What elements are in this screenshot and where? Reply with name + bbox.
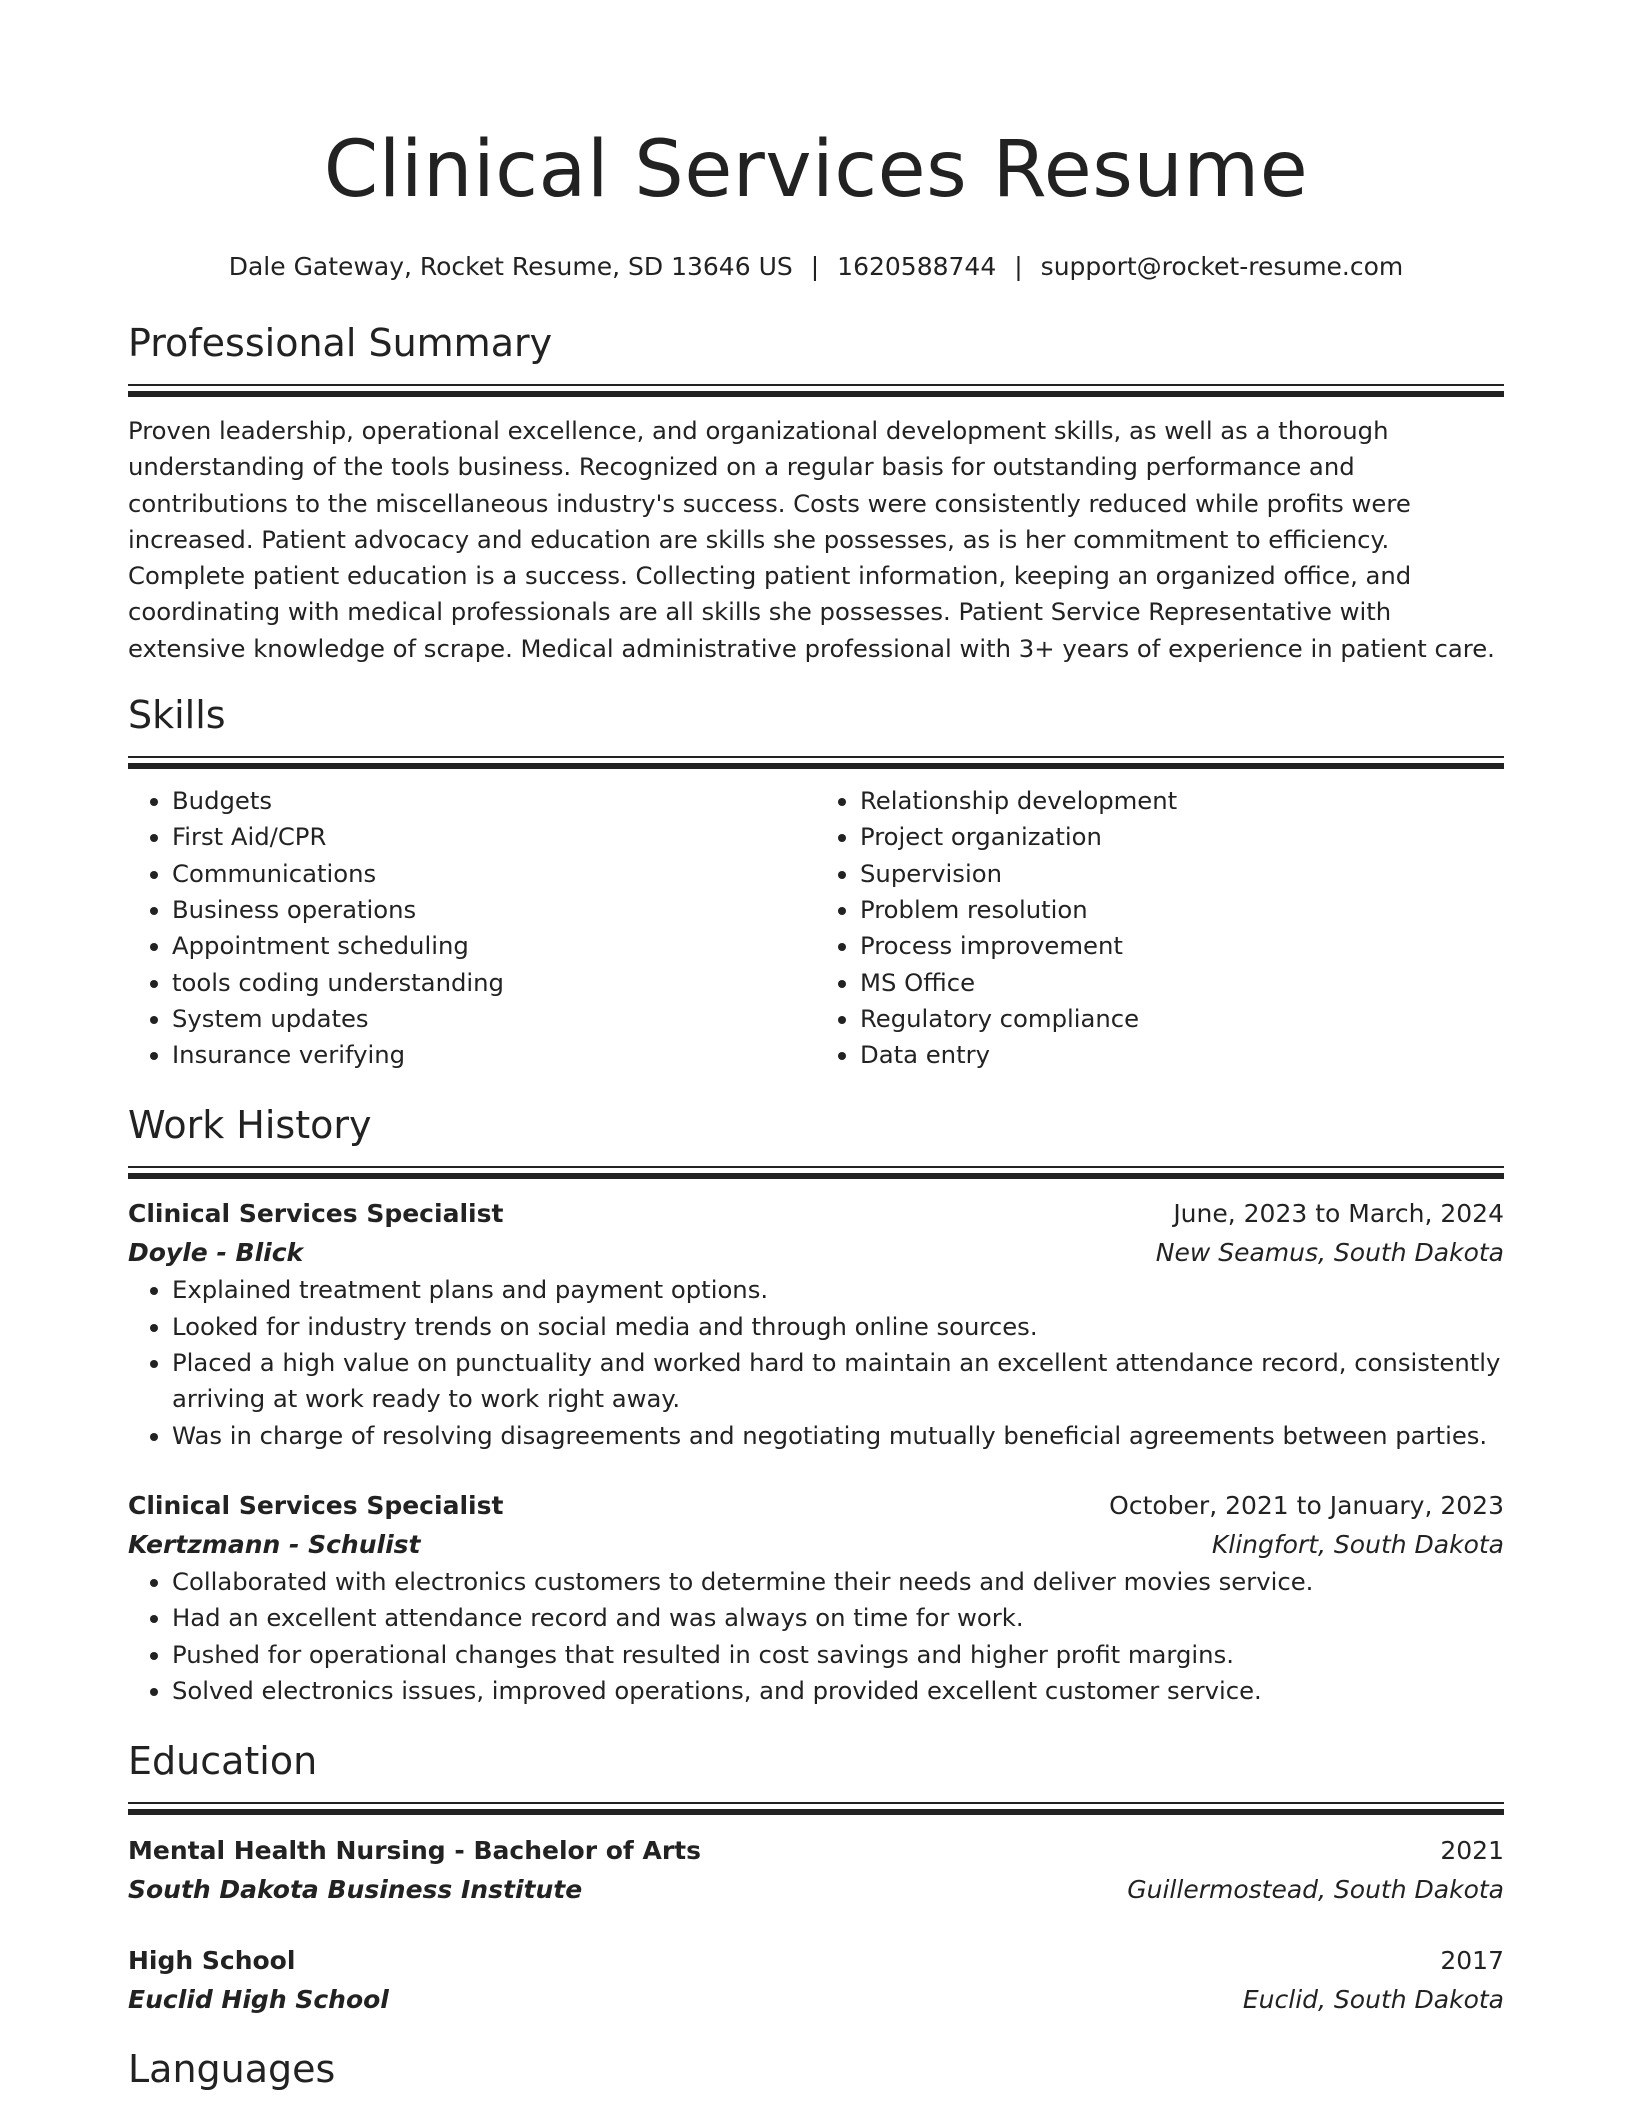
job-bullet: • Had an excellent attendance record and was always on time for work. <box>172 1600 1504 1636</box>
job-title: Clinical Services Specialist <box>128 1490 504 1520</box>
contact-email: support@rocket-resume.com <box>1040 252 1404 281</box>
section-divider <box>128 1802 1504 1815</box>
education-degree: High School <box>128 1946 296 1976</box>
job-dates: June, 2023 to March, 2024 <box>1173 1199 1504 1229</box>
job-title: Clinical Services Specialist <box>128 1199 504 1229</box>
job-company: Kertzmann - Schulist <box>128 1529 421 1559</box>
job-entry <box>128 1194 1504 1453</box>
education-degree: Mental Health Nursing - Bachelor of Arts <box>128 1836 702 1866</box>
skill-item: • Regulatory compliance <box>860 1001 1504 1037</box>
job-bullet: • Explained treatment plans and payment options. <box>172 1272 1504 1308</box>
contact-line <box>128 250 1504 284</box>
skills-section <box>128 691 1504 1073</box>
skill-item: • First Aid/CPR <box>172 819 816 855</box>
job-company: Doyle - Blick <box>128 1238 304 1268</box>
section-heading-skills: Skills <box>128 693 226 738</box>
education-school: South Dakota Business Institute <box>128 1875 583 1905</box>
work-history-section <box>128 1101 1504 1709</box>
skill-item: • Process improvement <box>860 928 1504 964</box>
skill-item: • Data entry <box>860 1037 1504 1073</box>
skill-item: • Business operations <box>172 892 816 928</box>
section-heading-summary: Professional Summary <box>128 321 553 365</box>
job-bullets <box>128 1272 1504 1453</box>
job-bullets <box>128 1564 1504 1709</box>
job-bullet: • Placed a high value on punctuality and worked hard to maintain an excellent attendance record, consistently arriving at work ready to work right away. <box>172 1345 1504 1418</box>
section-heading-education: Education <box>128 1739 318 1784</box>
education-section <box>128 1737 1504 2019</box>
job-location: Klingfort, South Dakota <box>1211 1529 1504 1559</box>
education-location: Euclid, South Dakota <box>1242 1985 1504 2015</box>
skill-item: • Appointment scheduling <box>172 928 816 964</box>
education-school: Euclid High School <box>128 1985 389 2015</box>
resume-title: Clinical Services Resume <box>323 125 1309 215</box>
job-dates: October, 2021 to January, 2023 <box>1109 1490 1504 1520</box>
skills-list-left <box>128 783 816 1073</box>
education-location: Guillermostead, South Dakota <box>1127 1875 1504 1905</box>
education-entry <box>128 1941 1504 2019</box>
skill-item: • tools coding understanding <box>172 965 816 1001</box>
section-heading-work-history: Work History <box>128 1103 372 1148</box>
contact-phone: 1620588744 <box>837 252 997 281</box>
education-entry <box>128 1831 1504 1909</box>
section-heading-languages: Languages <box>128 2047 336 2092</box>
skill-item: • MS Office <box>860 965 1504 1001</box>
languages-section <box>128 2045 1504 2093</box>
education-year: 2021 <box>1440 1836 1504 1866</box>
job-bullet: • Collaborated with electronics customers to determine their needs and deliver movies service. <box>172 1564 1504 1600</box>
skill-item: • System updates <box>172 1001 816 1037</box>
skills-columns <box>128 783 1504 1073</box>
section-divider <box>128 384 1504 397</box>
contact-separator: | <box>1014 252 1023 281</box>
education-year: 2017 <box>1440 1946 1504 1976</box>
skill-item: • Problem resolution <box>860 892 1504 928</box>
job-location: New Seamus, South Dakota <box>1155 1238 1504 1268</box>
skills-list-right <box>816 783 1504 1073</box>
job-bullet: • Looked for industry trends on social media and through online sources. <box>172 1309 1504 1345</box>
job-bullet: • Solved electronics issues, improved operations, and provided excellent customer service. <box>172 1673 1504 1709</box>
skill-item: • Project organization <box>860 819 1504 855</box>
job-entry <box>128 1486 1504 1709</box>
skill-item: • Supervision <box>860 856 1504 892</box>
skill-item: • Budgets <box>172 783 816 819</box>
summary-section <box>128 319 1504 667</box>
skill-item: • Insurance verifying <box>172 1037 816 1073</box>
contact-separator: | <box>810 252 820 281</box>
contact-address: Dale Gateway, Rocket Resume, SD 13646 US <box>228 252 793 281</box>
skill-item: • Communications <box>172 856 816 892</box>
section-divider <box>128 1166 1504 1179</box>
skill-item: • Relationship development <box>860 783 1504 819</box>
section-divider <box>128 756 1504 769</box>
job-bullet: • Was in charge of resolving disagreements and negotiating mutually beneficial agreements between parties. <box>172 1418 1504 1454</box>
summary-text: Proven leadership, operational excellence, and organizational development skills, as well as a thorough understanding of the tools business. Recognized on a regular basis for outstanding performance and contributions to the miscellaneous industry's success. Costs were consistently reduced while profits were increased. Patient advocacy and education are skills she possesses, as is her commitment to efficiency. Complete patient education is a success. Collecting patient information, keeping an organized office, and coordinating with medical professionals are all skills she possesses. Patient Service Representative with extensive knowledge of scrape. Medical administrative professional with 3+ years of experience in patient care. <box>128 416 1495 663</box>
job-bullet: • Pushed for operational changes that resulted in cost savings and higher profit margins. <box>172 1637 1504 1673</box>
